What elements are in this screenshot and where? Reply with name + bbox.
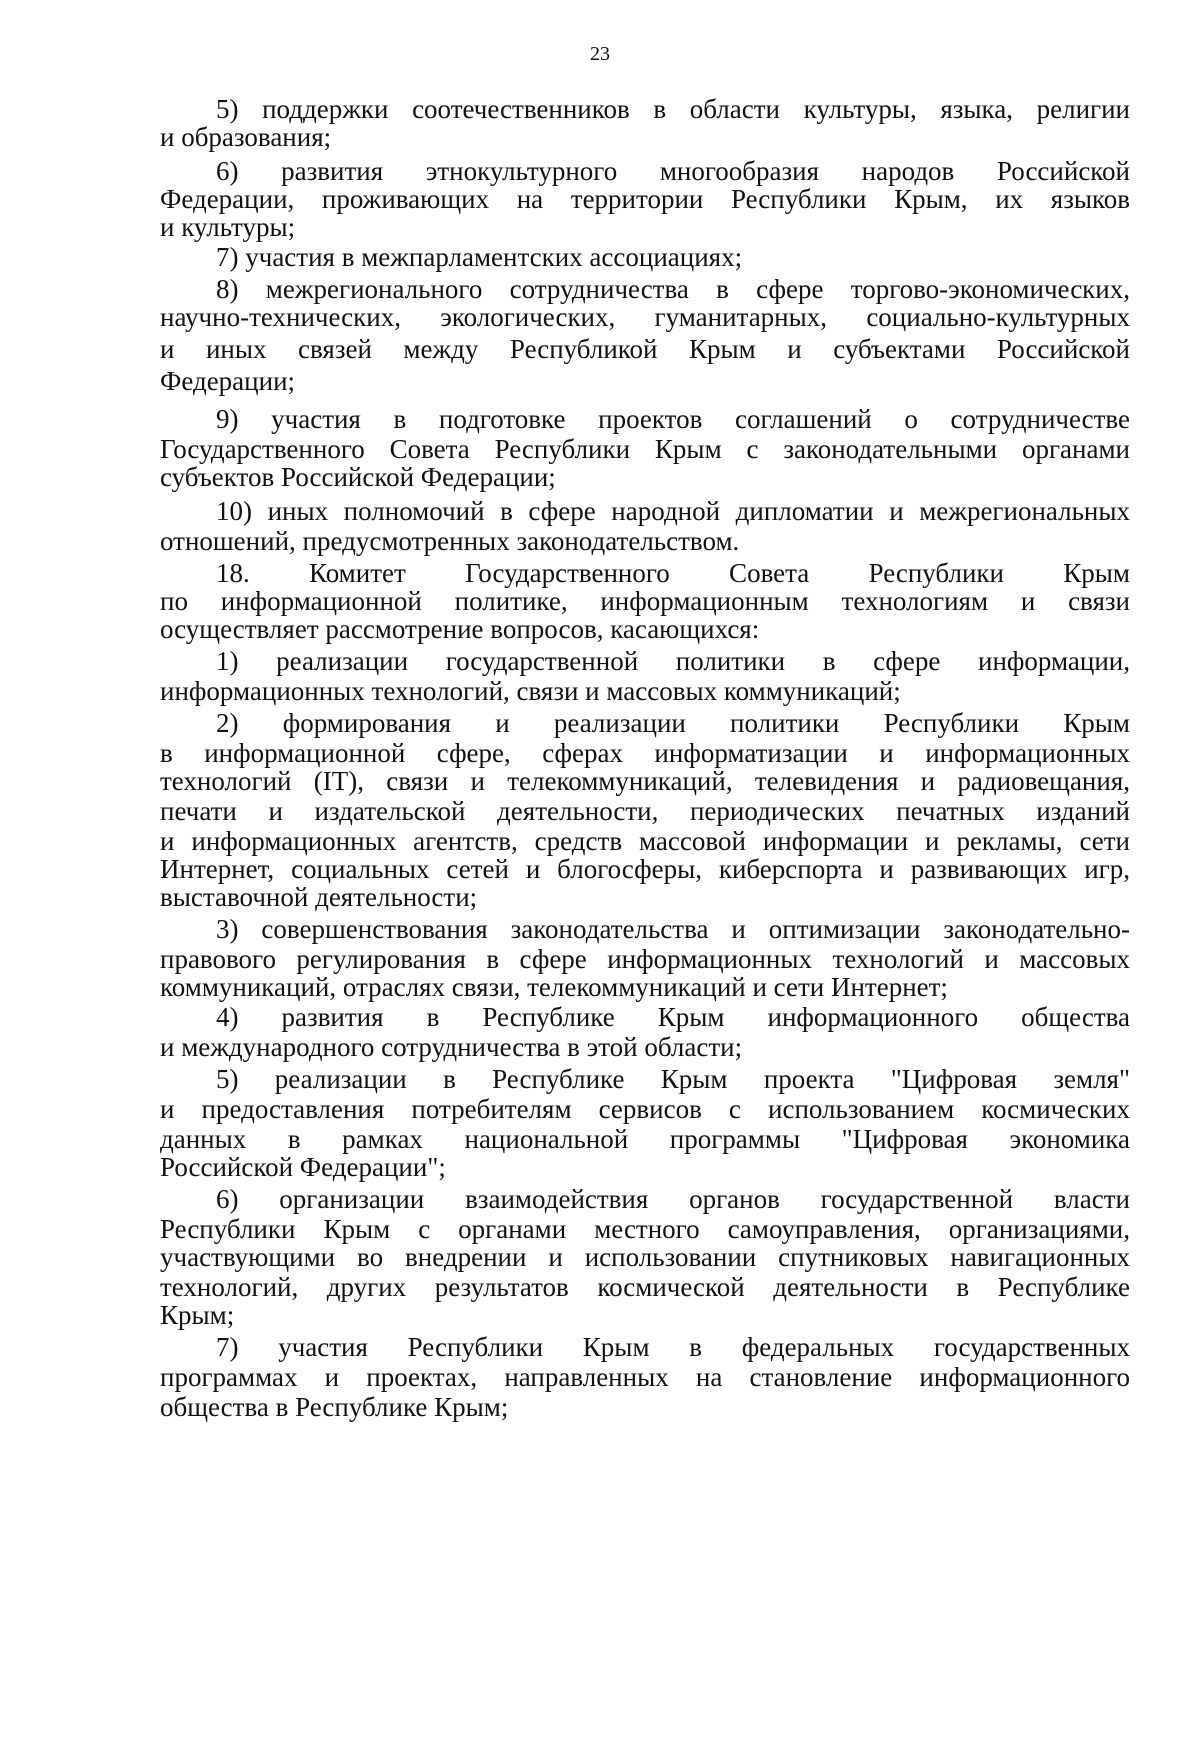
text-line: технологий, других результатов космической деятельности в Республике: [160, 1272, 1130, 1302]
text-line: и образования;: [160, 122, 332, 152]
text-line: коммуникаций, отраслях связи, телекоммуникаций и сети Интернет;: [160, 972, 948, 1002]
text-line: Федерации, проживающих на территории Республики Крым, их языков: [160, 184, 1130, 214]
text-line: отношений, предусмотренных законодательством.: [160, 526, 740, 556]
text-line: участвующими во внедрении и использовании спутниковых навигационных: [160, 1242, 1130, 1272]
text-line: 4) развития в Республике Крым информационного общества: [216, 1002, 1130, 1032]
text-line: Российской Федерации";: [160, 1152, 446, 1182]
text-line: общества в Республике Крым;: [160, 1392, 509, 1422]
text-line: научно-технических, экологических, гуманитарных, социально-культурных: [160, 302, 1130, 332]
text-line: 8) межрегионального сотрудничества в сфере торгово-экономических,: [216, 274, 1130, 304]
text-line: 9) участия в подготовке проектов соглашений о сотрудничестве: [216, 404, 1130, 434]
text-line: 5) поддержки соотечественников в области культуры, языка, религии: [216, 94, 1130, 124]
text-line: и культуры;: [160, 212, 296, 242]
text-line: 6) организации взаимодействия органов государственной власти: [216, 1184, 1130, 1214]
text-line: Республики Крым с органами местного самоуправления, организациями,: [160, 1214, 1130, 1244]
text-line: 18. Комитет Государственного Совета Республики Крым: [216, 558, 1130, 588]
text-line: 1) реализации государственной политики в сфере информации,: [216, 646, 1130, 676]
text-line: выставочной деятельности;: [160, 882, 478, 912]
text-line: Федерации;: [160, 366, 296, 396]
text-line: 2) формирования и реализации политики Республики Крым: [216, 708, 1130, 738]
text-line: программах и проектах, направленных на становление информационного: [160, 1362, 1130, 1392]
text-line: 7) участия в межпарламентских ассоциациях;: [216, 242, 743, 272]
text-line: информационных технологий, связи и массовых коммуникаций;: [160, 676, 901, 706]
text-line: в информационной сфере, сферах информатизации и информационных: [160, 738, 1130, 768]
text-line: субъектов Российской Федерации;: [160, 462, 556, 492]
text-line: технологий (IT), связи и телекоммуникаций, телевидения и радиовещания,: [160, 766, 1130, 796]
text-line: и информационных агентств, средств массовой информации и рекламы, сети: [160, 826, 1130, 856]
page-number: 23: [590, 43, 610, 65]
text-line: печати и издательской деятельности, периодических печатных изданий: [160, 796, 1130, 826]
text-line: правового регулирования в сфере информационных технологий и массовых: [160, 944, 1130, 974]
text-line: 10) иных полномочий в сфере народной дипломатии и межрегиональных: [216, 496, 1130, 526]
text-line: 7) участия Республики Крым в федеральных государственных: [216, 1332, 1130, 1362]
text-line: 3) совершенствования законодательства и оптимизации законодательно-: [216, 914, 1130, 944]
text-line: по информационной политике, информационным технологиям и связи: [160, 586, 1130, 616]
text-line: 5) реализации в Республике Крым проекта "Цифровая земля": [216, 1064, 1130, 1094]
text-line: и иных связей между Республикой Крым и субъектами Российской: [160, 334, 1130, 364]
text-line: Крым;: [160, 1300, 235, 1330]
text-line: данных в рамках национальной программы "Цифровая экономика: [160, 1124, 1130, 1154]
text-line: осуществляет рассмотрение вопросов, касающихся:: [160, 614, 760, 644]
text-line: Государственного Совета Республики Крым с законодательными органами: [160, 434, 1130, 464]
text-line: и предоставления потребителям сервисов с использованием космических: [160, 1094, 1130, 1124]
text-line: и международного сотрудничества в этой области;: [160, 1032, 743, 1062]
text-line: Интернет, социальных сетей и блогосферы, киберспорта и развивающих игр,: [160, 854, 1130, 884]
text-line: 6) развития этнокультурного многообразия народов Российской: [216, 156, 1130, 186]
